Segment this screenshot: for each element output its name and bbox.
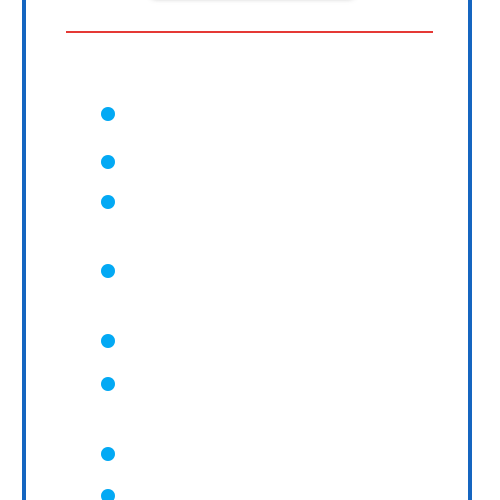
bullet-dot-icon [101, 264, 115, 278]
bullet-dot-icon [101, 334, 115, 348]
bullet-dot-icon [101, 489, 115, 500]
bullet-dot-icon [101, 447, 115, 461]
bullet-dot-icon [101, 377, 115, 391]
page-border-frame [22, 0, 472, 500]
bullet-dot-icon [101, 107, 115, 121]
title-divider [66, 31, 433, 33]
bullet-dot-icon [101, 155, 115, 169]
bullet-dot-icon [101, 195, 115, 209]
